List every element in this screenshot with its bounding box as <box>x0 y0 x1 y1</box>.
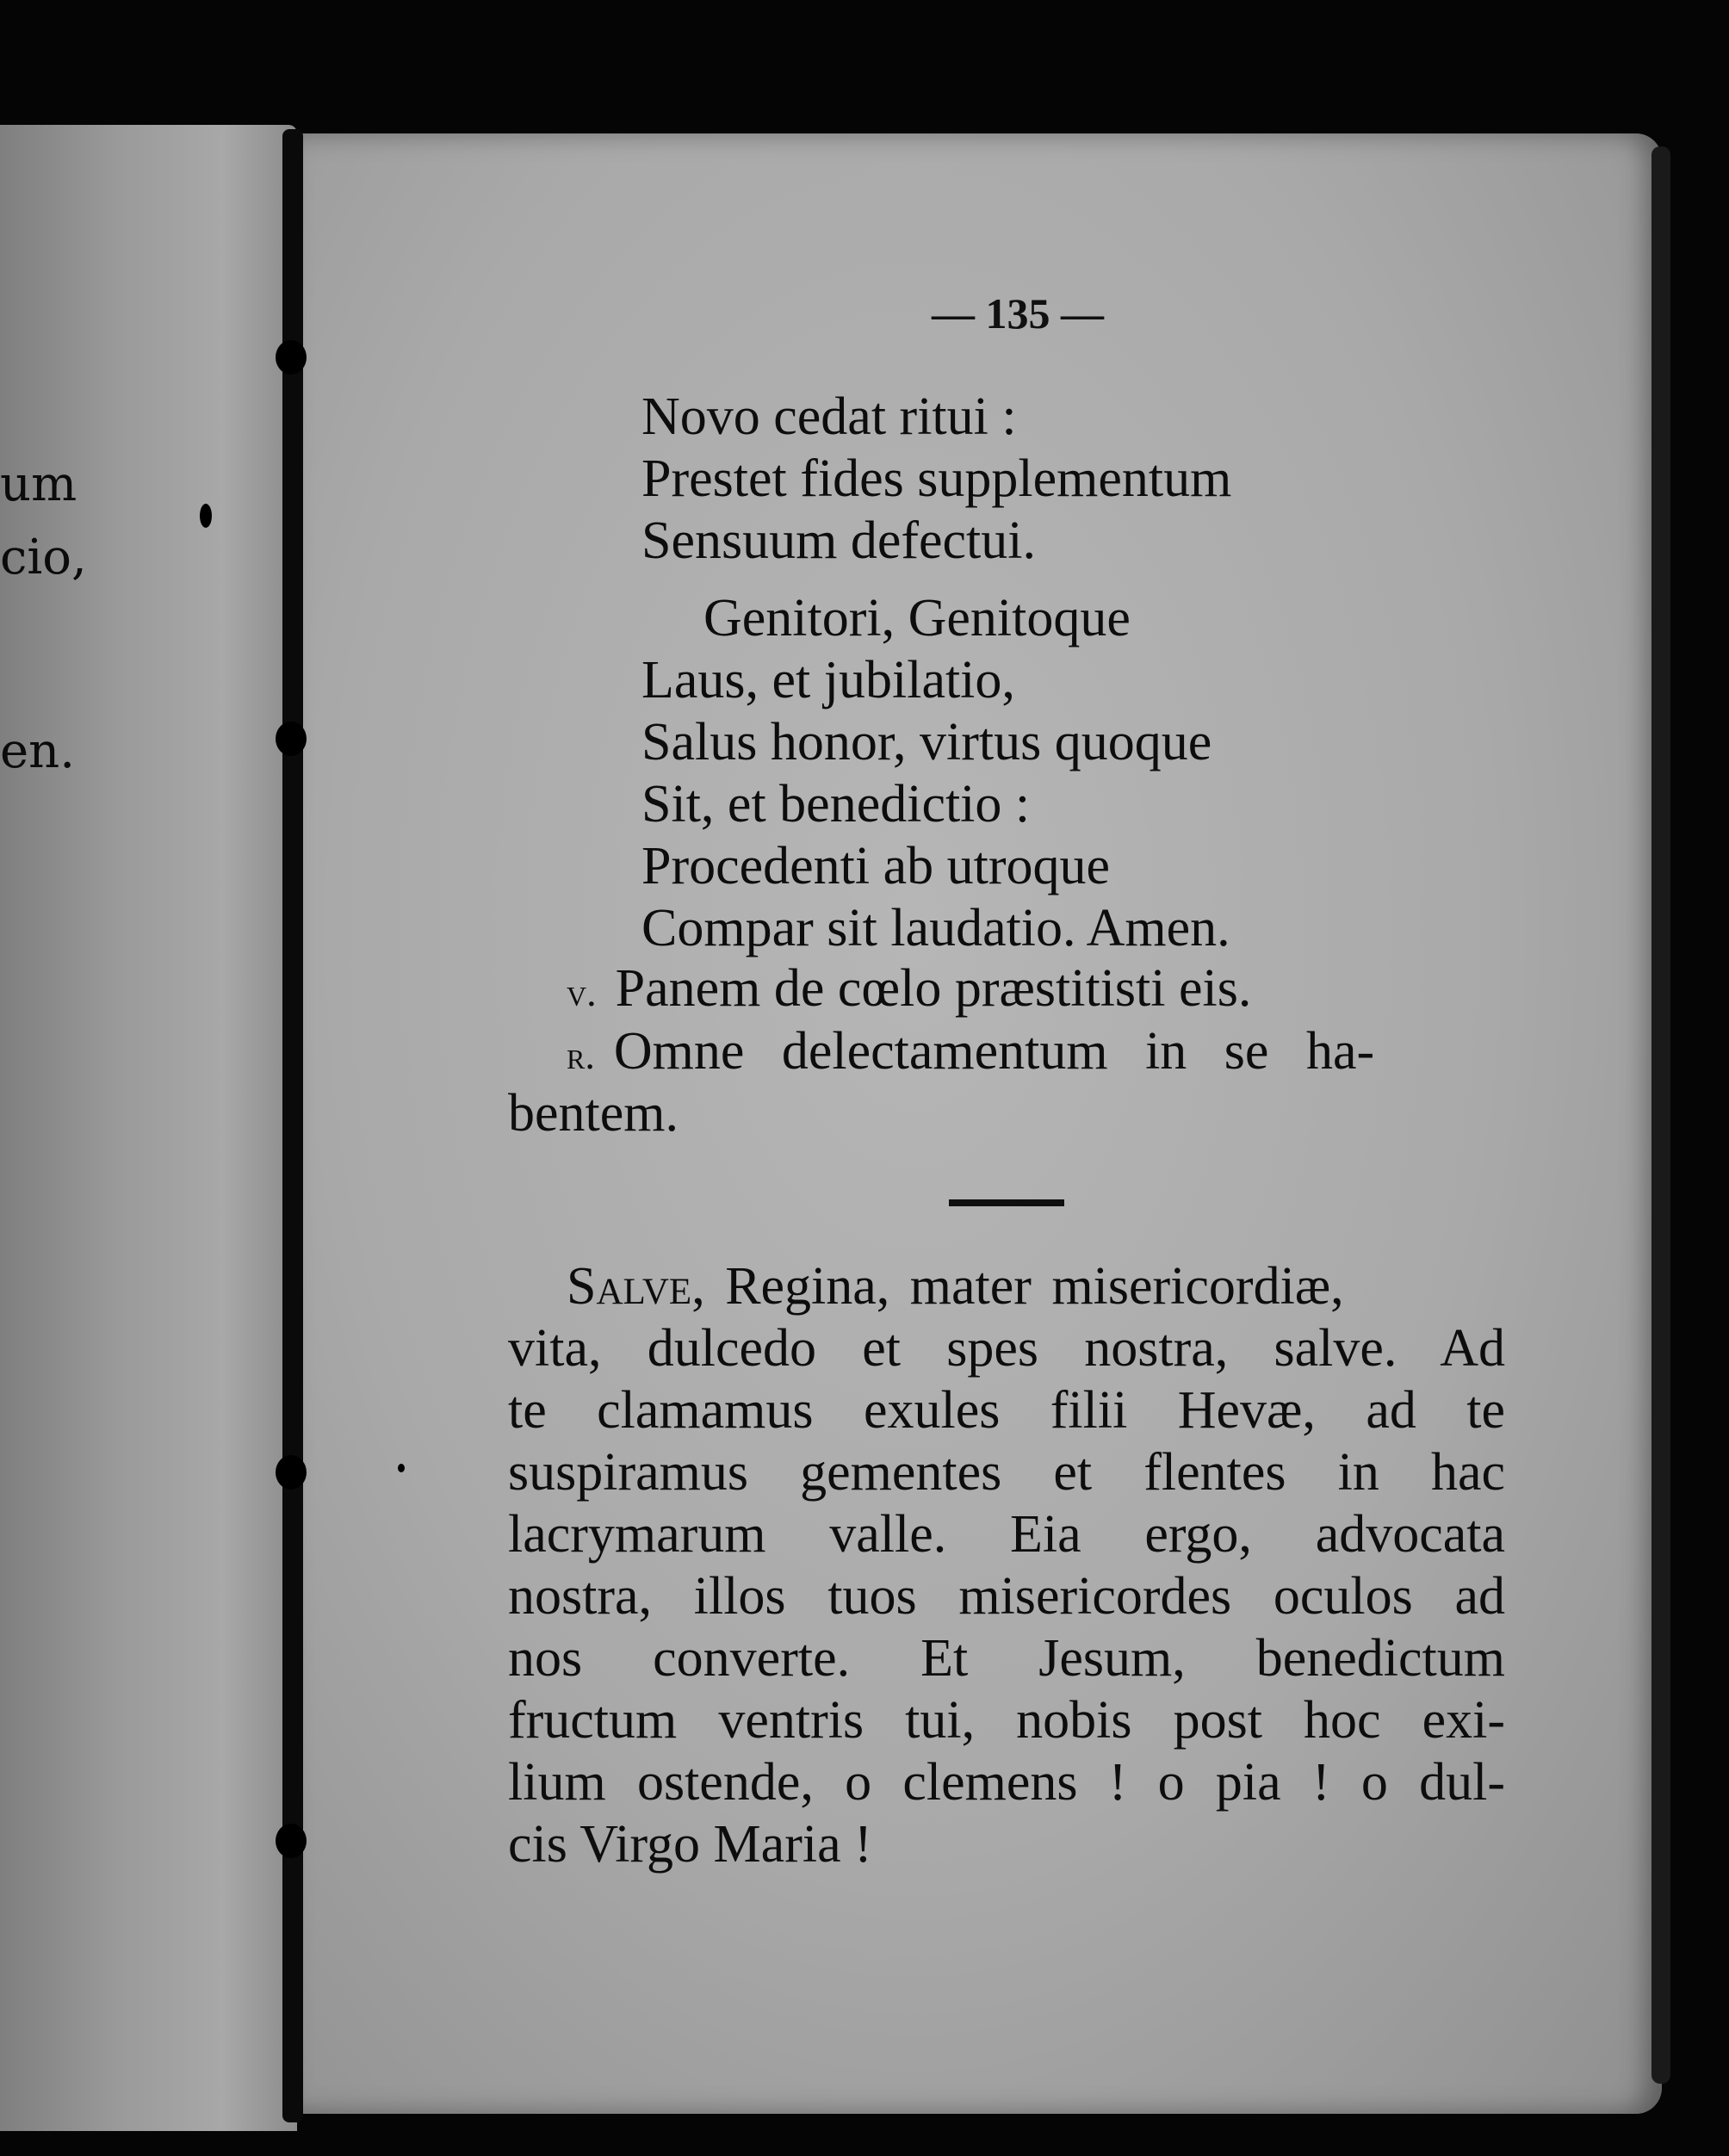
left-page <box>0 125 297 2131</box>
doxology-line: Compar sit laudatio. Amen. <box>641 899 1230 957</box>
salve-line: suspiramus gementes et flentes in hac <box>508 1443 1505 1502</box>
doxology-line: Sit, et benedictio : <box>641 775 1031 833</box>
salve-last-line: cis Virgo Maria ! <box>508 1815 872 1874</box>
response <box>567 1020 1505 1082</box>
page-number: — 135 — <box>932 289 1104 338</box>
section-divider <box>949 1199 1064 1206</box>
binding-stitch <box>276 340 307 375</box>
salve-line: lacrymarum valle. Eia ergo, advocata <box>508 1505 1505 1564</box>
response-continuation: bentem. <box>508 1084 679 1143</box>
doxology-line: Salus honor, virtus quoque <box>641 713 1212 771</box>
left-page-fragment: cio, <box>0 534 87 582</box>
binding-stitch <box>276 1824 307 1858</box>
doxology-line: Laus, et jubilatio, <box>641 651 1015 709</box>
versicle-mark: v. <box>567 970 597 1014</box>
page-edge <box>1652 146 1670 2084</box>
left-page-fragment: um <box>0 461 77 509</box>
hymn-stanza <box>641 386 1231 572</box>
binding-stitch <box>276 1455 307 1490</box>
hymn-line: Novo cedat ritui : <box>641 387 1017 446</box>
salve-line: te clamamus exules filii Hevæ, ad te <box>508 1381 1505 1440</box>
salve-line: lium ostende, o clemens ! o pia ! o dul- <box>508 1753 1505 1812</box>
salve-line: nostra, illos tuos misericordes oculos ad <box>508 1567 1505 1626</box>
left-page-fragment: en. <box>0 728 76 776</box>
hymn-line: Sensuum defectui. <box>641 511 1037 570</box>
versicle <box>567 957 1251 1019</box>
doxology-stanza <box>641 587 1230 959</box>
salve-opening-word: Salve <box>567 1257 692 1316</box>
doxology-line: Procedenti ab utroque <box>641 837 1111 895</box>
ink-speck <box>200 504 212 528</box>
salve-first-line <box>567 1255 1505 1317</box>
salve-line: nos converte. Et Jesum, benedictum <box>508 1629 1505 1688</box>
salve-line: vita, dulcedo et spes nostra, salve. Ad <box>508 1319 1505 1378</box>
binding-stitch <box>276 722 307 756</box>
hymn-line: Prestet fides supplementum <box>641 449 1232 508</box>
salve-line: , Regina, mater misericordiæ, <box>691 1257 1344 1316</box>
ink-speck <box>398 1464 405 1472</box>
response-mark: r. <box>567 1033 595 1077</box>
doxology-first-line: Genitori, Genitoque <box>703 589 1131 647</box>
versicle-text: Panem de cœlo præstitisti eis. <box>615 959 1252 1018</box>
salve-line: fructum ventris tui, nobis post hoc exi- <box>508 1691 1505 1750</box>
response-text: Omne delectamentum in se ha- <box>613 1022 1375 1081</box>
